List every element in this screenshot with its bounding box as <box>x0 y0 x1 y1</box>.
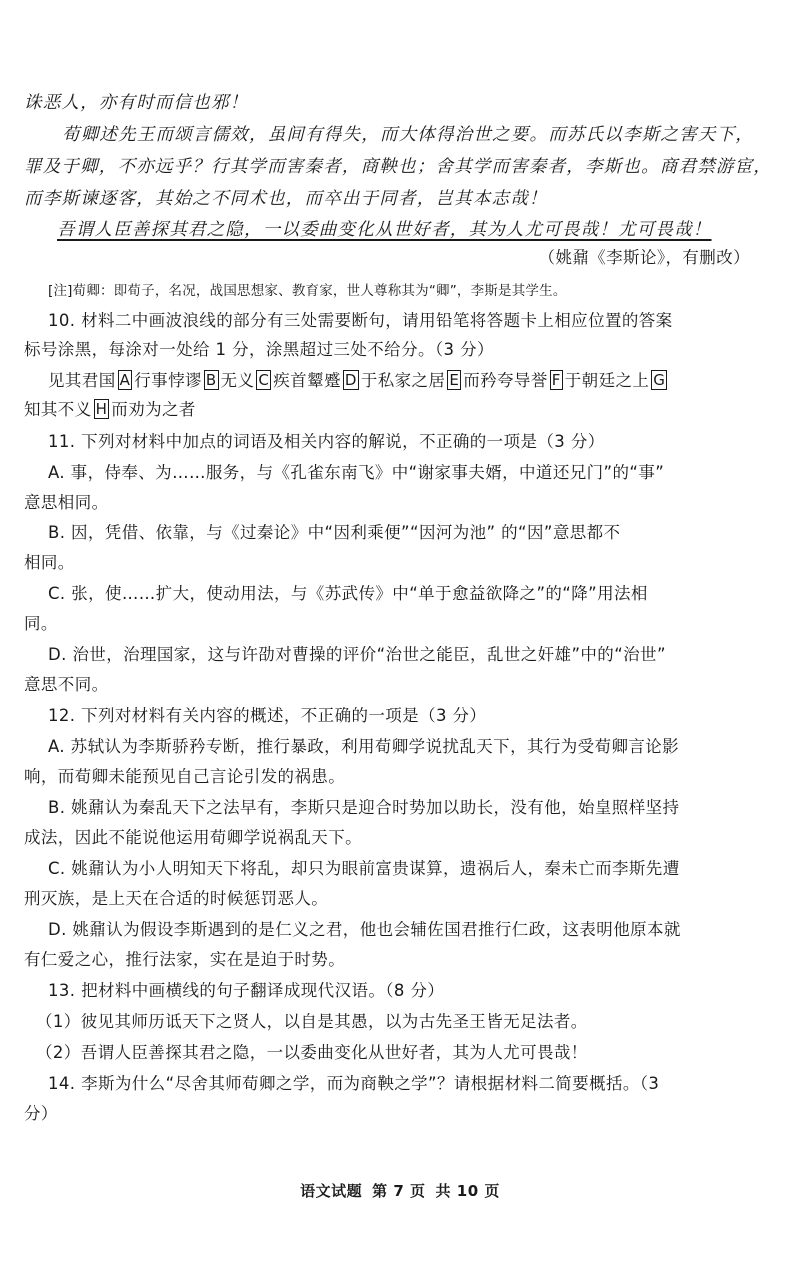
q11-option-a-line-1: A. 事，侍奉、为……服务，与《孔雀东南飞》中“谢家事夫婿，中道还兄门”的“事” <box>48 463 665 482</box>
q10-option-f[interactable]: F <box>551 371 561 389</box>
material-line-2: 荀卿述先王而颂言儒效，虽间有得失，而大体得治世之要。而苏氏以李斯之害天下， <box>62 125 754 145</box>
q10-stem-line-1: 10. 材料二中画波浪线的部分有三处需要断句，请用铅笔将答题卡上相应位置的答案 <box>48 311 673 330</box>
q12-option-d-line-2: 有仁爱之心，推行法家，实在是迫于时势。 <box>24 950 346 969</box>
q10-sentence-line-2 <box>24 399 196 421</box>
q12-stem: 12. 下列对材料有关内容的概述，不正确的一项是（3 分） <box>48 706 487 725</box>
q10-stem-line-2: 标号涂黑，每涂对一处给 1 分，涂黑超过三处不给分。（3 分） <box>24 340 494 359</box>
footer-total-pages: 共 10 页 <box>435 1182 500 1200</box>
footer-page-number: 第 7 页 <box>372 1182 426 1200</box>
material-line-1: 诛恶人，亦有时而信也邪！ <box>24 93 249 113</box>
q10-option-b[interactable]: B <box>205 371 217 389</box>
q10-option-g[interactable]: G <box>653 371 666 389</box>
q13-sentence-2: （2）吾谓人臣善探其君之隐，一以委曲变化从世好者，其为人尤可畏哉！ <box>36 1043 588 1062</box>
q11-option-d-line-2: 意思不同。 <box>24 675 109 694</box>
footer-subject: 语文试题 <box>300 1182 363 1200</box>
material-line-3: 罪及于卿，不亦远乎？行其学而害秦者，商鞅也；舍其学而害秦者，李斯也。商君禁游宦， <box>24 157 772 177</box>
material-source: （姚鼐《李斯论》，有删改） <box>538 248 750 267</box>
q12-option-a-line-2: 响，而荀卿未能预见自己言论引发的祸患。 <box>24 767 346 786</box>
q12-option-d-line-1: D. 姚鼐认为假设李斯遇到的是仁义之君，他也会辅佐国君推行仁政，这表明他原本就 <box>48 920 681 939</box>
q11-option-c-line-2: 同。 <box>24 614 58 633</box>
q11-option-b-line-1: B. 因，凭借、依靠，与《过秦论》中“因利乘便”“因河为池” 的“因”意思都不 <box>48 523 621 542</box>
q10-segment: 而矜夸导誉 <box>463 371 548 390</box>
q10-option-c[interactable]: C <box>258 371 270 389</box>
q14-stem-line-1: 14. 李斯为什么“尽舍其师荀卿之学，而为商鞅之学”？请根据材料二简要概括。（3 <box>48 1074 660 1093</box>
q13-sentence-1: （1）彼见其师历诋天下之贤人，以自是其愚，以为古先圣王皆无足法者。 <box>36 1012 588 1031</box>
q11-option-a-line-2: 意思相同。 <box>24 493 109 512</box>
q10-segment: 见其君国 <box>48 371 116 390</box>
q13-stem: 13. 把材料中画横线的句子翻译成现代汉语。（8 分） <box>48 981 445 1000</box>
q10-segment: 无义 <box>220 371 255 390</box>
material-line-4: 而李斯谏逐客，其始之不同术也，而卒出于同者，岂其本志哉！ <box>24 189 548 209</box>
q12-option-b-line-2: 成法，因此不能说他运用荀卿学说祸乱天下。 <box>24 828 362 847</box>
q12-option-c-line-2: 刑灭族，是上天在合适的时候惩罚恶人。 <box>24 889 329 908</box>
q11-option-d-line-1: D. 治世，治理国家，这与许劭对曹操的评价“治世之能臣，乱世之奸雄”中的“治世” <box>48 645 666 664</box>
q10-segment: 而劝为之者 <box>111 400 196 419</box>
q11-option-c-line-1: C. 张，使……扩大，使动用法，与《苏武传》中“单于愈益欲降之”的“降”用法相 <box>48 584 648 603</box>
q10-segment: 行事悖谬 <box>134 371 202 390</box>
q10-segment: 于朝廷之上 <box>564 371 650 390</box>
q10-sentence-line-1 <box>48 370 669 392</box>
q14-stem-line-2: 分） <box>24 1104 58 1123</box>
q11-option-b-line-2: 相同。 <box>24 553 75 572</box>
material-note: [注]荀卿：即荀子，名况，战国思想家、教育家，世人尊称其为“卿”，李斯是其学生。 <box>48 283 567 299</box>
q10-option-d[interactable]: D <box>344 371 357 389</box>
q10-segment: 疾首颦蹙 <box>273 371 341 390</box>
q11-stem: 11. 下列对材料中加点的词语及相关内容的解说，不正确的一项是（3 分） <box>48 432 605 451</box>
q10-segment: 知其不义 <box>24 400 92 419</box>
material-underlined-sentence: 吾谓人臣善探其君之隐，一以委曲变化从世好者，其为人尤可畏哉！尤可畏哉！ <box>57 220 712 240</box>
q12-option-c-line-1: C. 姚鼐认为小人明知天下将乱，却只为眼前富贵谋算，遗祸后人，秦未亡而李斯先遭 <box>48 859 680 878</box>
q12-option-b-line-1: B. 姚鼐认为秦乱天下之法早有，李斯只是迎合时势加以助长，没有他，始皇照样坚持 <box>48 798 680 817</box>
q12-option-a-line-1: A. 苏轼认为李斯骄矜专断，推行暴政，利用荀卿学说扰乱天下，其行为受荀卿言论影 <box>48 737 680 756</box>
page-footer <box>0 1180 800 1201</box>
q10-segment: 于私家之居 <box>360 371 446 390</box>
q10-option-a[interactable]: A <box>119 371 131 389</box>
q10-option-h[interactable]: H <box>95 400 108 418</box>
q10-option-e[interactable]: E <box>449 371 460 389</box>
